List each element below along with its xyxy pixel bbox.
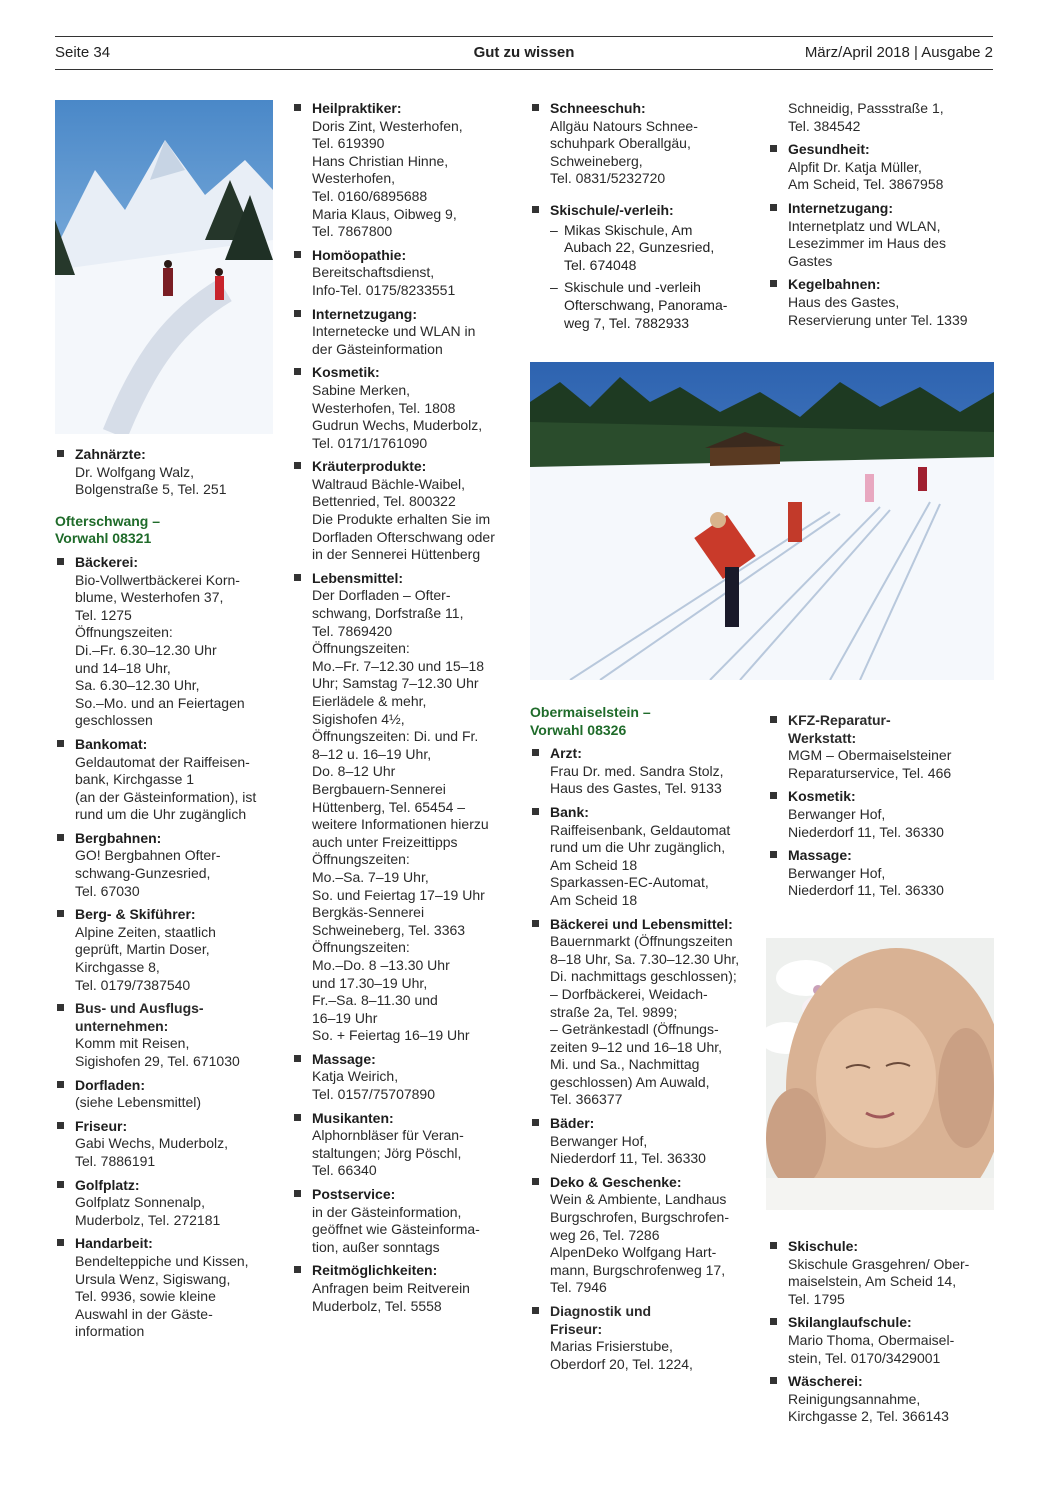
list-item	[292, 1110, 522, 1180]
bullet-icon	[294, 1190, 301, 1197]
winter-hiking-photo	[55, 100, 273, 434]
entry-desc: Internetplatz und WLAN, Lesezimmer im Haus des Gastes	[788, 217, 946, 269]
bullet-icon	[532, 920, 539, 927]
bullet-icon	[294, 462, 301, 469]
list-item	[292, 364, 522, 452]
entry-term: Bus- und Ausflugs- unternehmen:	[75, 1000, 204, 1034]
list-item	[768, 200, 998, 270]
list-item	[55, 736, 280, 824]
entry-term: KFZ-Reparatur- Werkstatt:	[788, 712, 891, 746]
list-item	[530, 1174, 765, 1297]
entry-desc: Berwanger Hof, Niederdorf 11, Tel. 36330	[550, 1132, 706, 1167]
list-item	[292, 247, 522, 300]
entry-term: Bergbahnen:	[75, 829, 162, 846]
entry-term: Kosmetik:	[312, 364, 380, 381]
list-item	[530, 100, 765, 188]
entry-term: Massage:	[788, 847, 852, 864]
list-item	[292, 1186, 522, 1256]
bullet-icon	[294, 310, 301, 317]
list-item	[55, 1235, 280, 1341]
entry-term: Bäckerei und Lebensmittel:	[550, 915, 733, 932]
section-heading-obermaiselstein: Obermaiselstein – Vorwahl 08326	[530, 704, 651, 738]
bullet-icon	[770, 792, 777, 799]
bullet-icon	[770, 204, 777, 211]
bullet-icon	[294, 1114, 301, 1121]
bullet-icon	[294, 251, 301, 258]
entry-term: Schneeschuh:	[550, 100, 646, 116]
entry-desc: GO! Bergbahnen Ofter- schwang-Gunzesried, Tel. 67030	[75, 847, 221, 899]
issue-label: März/April 2018 | Ausgabe 2	[804, 44, 993, 61]
page-title: Gut zu wissen	[473, 44, 575, 61]
entry-term: Golfplatz:	[75, 1176, 140, 1193]
entry-term: Kosmetik:	[788, 788, 856, 805]
list-item	[292, 306, 522, 359]
bullet-icon	[57, 1122, 64, 1129]
entry-term: Skilanglaufschule:	[788, 1314, 912, 1331]
entry-term: Lebensmittel:	[312, 569, 404, 586]
list-item	[55, 906, 280, 994]
entry-desc: Bio-Vollwertbäckerei Korn- blume, Westerhofen 37, Tel. 1275 Öffnungszeiten: Di.–Fr. 6.30–12.30 Uhr und 14–18 Uhr, Sa. 6.30–12.30 Uhr, So.–Mo. und an Feiertagen geschlossen	[75, 571, 245, 729]
spa-massage-photo	[766, 938, 994, 1210]
entry-term: Postservice:	[312, 1186, 396, 1203]
bullet-icon	[57, 740, 64, 747]
entry-term: Bank:	[550, 803, 589, 820]
entry-term: Heilpraktiker:	[312, 100, 402, 116]
entry-term: Homöopathie:	[312, 246, 407, 263]
entry-term: Wäscherei:	[788, 1373, 863, 1390]
bullet-icon	[532, 1178, 539, 1185]
list-item	[768, 276, 998, 329]
entry-desc: Sabine Merken, Westerhofen, Tel. 1808 Gudrun Wechs, Muderbolz, Tel. 0171/1761090	[312, 381, 483, 451]
sub-item: – Mikas Skischule, Am Aubach 22, Gunzesried, Tel. 674048	[550, 221, 715, 273]
bullet-icon	[294, 574, 301, 581]
list-item	[768, 1314, 998, 1367]
column-4-bottom	[768, 712, 998, 906]
list-item	[530, 804, 765, 910]
list-item	[530, 1115, 765, 1168]
entry-desc: Internetecke und WLAN in der Gästeinformation	[312, 323, 476, 357]
bullet-icon	[770, 145, 777, 152]
list-item	[530, 1303, 765, 1373]
entry-desc: Berwanger Hof, Niederdorf 11, Tel. 36330	[788, 864, 944, 899]
list-item	[55, 1000, 280, 1070]
bullet-icon	[770, 716, 777, 723]
entry-term: Bankomat:	[75, 735, 148, 752]
entry-desc: Der Dorfladen – Ofter- schwang, Dorfstraße 11, Tel. 7869420 Öffnungszeiten: Mo.–Fr. 7–12.30 und 15–18 Uhr; Samstag 7–12.30 Uhr Eierlädele & mehr, Sigishofen 4½, Öffnungszeiten: Di. und Fr. 8–12 u. 16–19 Uhr, Do. 8–12 Uhr Bergbauern-Sennerei Hüttenberg, Tel. 65454 – weitere Informationen hierzu auch unter Freizeittipps Öffnungszeiten: Mo.–Sa. 7–19 Uhr, So. und Feiertag 17–19 Uhr Bergkäs-Sennerei Schweineberg, Tel. 3363 Öffnungszeiten: Mo.–Do. 8 –13.30 Uhr und 17.30–19 Uhr, Fr.–Sa. 8–11.30 und 16–19 Uhr So. + Feiertag 16–19 Uhr	[312, 587, 489, 1044]
entry-term: Kegelbahnen:	[788, 276, 881, 293]
list-item	[292, 1051, 522, 1104]
entry-desc: MGM – Obermaiselsteiner Reparaturservice, Tel. 466	[788, 747, 952, 781]
bullet-icon	[532, 808, 539, 815]
bullet-icon	[294, 104, 301, 111]
bullet-icon	[57, 1239, 64, 1246]
list-item	[768, 1373, 998, 1426]
bullet-icon	[57, 558, 64, 565]
entry-desc: Bereitschaftsdienst, Info-Tel. 0175/8233551	[312, 264, 456, 298]
entry-desc: Alphornbläser für Veran- staltungen; Jörg Pöschl, Tel. 66340	[312, 1127, 464, 1179]
entry-term: Gesundheit:	[788, 141, 870, 158]
bullet-icon	[57, 834, 64, 841]
entry-term: Skischule:	[788, 1238, 859, 1254]
entry-desc: Marias Frisierstube, Oberdorf 20, Tel. 1224,	[550, 1338, 693, 1372]
entry-term: Diagnostik und Friseur:	[550, 1303, 652, 1337]
entry-desc: Allgäu Natours Schnee- schuhpark Oberallgäu, Schweineberg, Tel. 0831/5232720	[550, 117, 698, 187]
entry-desc: Katja Weirich, Tel. 0157/75707890	[312, 1068, 435, 1103]
list-item	[55, 1118, 280, 1171]
entry-desc: in der Gästeinformation, geöffnet wie Gästeinforma- tion, außer sonntags	[312, 1203, 480, 1255]
column-4-top	[768, 100, 998, 335]
entry-desc: Geldautomat der Raiffeisen- bank, Kirchgasse 1 (an der Gästeinformation), ist rund um die Uhr zugänglich	[75, 753, 257, 823]
section-heading-ofterschwang: Ofterschwang – Vorwahl 08321	[55, 512, 161, 547]
list-item	[768, 788, 998, 841]
sub-item: – Skischule und -verleih Ofterschwang, Panorama- weg 7, Tel. 7882933	[550, 279, 728, 331]
entry-term: Bäckerei:	[75, 553, 139, 570]
entry-desc: Alpine Zeiten, staatlich geprüft, Martin Doser, Kirchgasse 8, Tel. 0179/7387540	[75, 923, 216, 993]
entry-term: Massage:	[312, 1050, 376, 1067]
page-header	[55, 36, 993, 70]
column-2	[292, 100, 522, 1321]
entry-term: Friseur:	[75, 1117, 128, 1134]
column-3-top	[530, 100, 765, 338]
entry-desc: Dr. Wolfgang Walz, Bolgenstraße 5, Tel. 251	[75, 463, 227, 498]
bullet-icon	[770, 280, 777, 287]
column-4-final	[768, 1238, 998, 1432]
entry-desc: Alpfit Dr. Katja Müller, Am Scheid, Tel. 3867958	[788, 158, 944, 193]
entry-term: Internetzugang:	[312, 305, 417, 322]
entry-desc: Bauernmarkt (Öffnungszeiten 8–18 Uhr, Sa. 7.30–12.30 Uhr, Di. nachmittags geschlossen); – Dorfbäckerei, Weidach- straße 2a, Tel. 9899; – Getränkestadl (Öffnungs- zeiten 9–12 und 16–18 Uhr, Mi. und Sa., Nachmittag geschlossen) Am Auwald, Tel. 366377	[550, 933, 740, 1108]
bullet-icon	[770, 851, 777, 858]
entry-desc: Raiffeisenbank, Geldautomat rund um die Uhr zugänglich, Am Scheid 18 Sparkassen-EC-Automat, Am Scheid 18	[550, 821, 731, 908]
entry-desc: Gabi Wechs, Muderbolz, Tel. 7886191	[75, 1135, 229, 1169]
bullet-icon	[770, 1318, 777, 1325]
bullet-icon	[57, 910, 64, 917]
entry-term: Arzt:	[550, 745, 582, 762]
list-item	[530, 202, 765, 332]
entry-desc: Golfplatz Sonnenalp, Muderbolz, Tel. 272181	[75, 1194, 221, 1228]
bullet-icon	[532, 104, 539, 111]
entry-desc: Doris Zint, Westerhofen, Tel. 619390 Hans Christian Hinne, Westerhofen, Tel. 0160/6895688 Maria Klaus, Oibweg 9, Tel. 7867800	[312, 117, 463, 240]
entry-desc: Skischule Grasgehren/ Ober- maiselstein, Am Scheid 14, Tel. 1795	[788, 1255, 970, 1307]
bullet-icon	[532, 749, 539, 756]
list-item	[768, 847, 998, 900]
list-item	[292, 1262, 522, 1315]
entry-desc: Mario Thoma, Obermaisel- stein, Tel. 0170/3429001	[788, 1331, 955, 1366]
list-item	[55, 1077, 280, 1112]
list-item	[530, 745, 765, 798]
column-3-bottom	[530, 692, 765, 1379]
entry-term: Bäder:	[550, 1115, 595, 1132]
entry-desc: Haus des Gastes, Reservierung unter Tel. 1339	[788, 293, 968, 328]
bullet-icon	[57, 1081, 64, 1088]
list-item	[55, 554, 280, 730]
entry-term: Deko & Geschenke:	[550, 1173, 682, 1190]
list-item	[55, 830, 280, 900]
entry-desc: (siehe Lebensmittel)	[75, 1094, 202, 1111]
bullet-icon	[532, 206, 539, 213]
entry-desc: Wein & Ambiente, Landhaus Burgschrofen, Burgschrofen- weg 26, Tel. 7286 AlpenDeko Wolfgang Hart- mann, Burgschrofenweg 17, Tel. 7946	[550, 1191, 729, 1296]
list-item	[55, 1177, 280, 1230]
entry-desc: Waltraud Bächle-Waibel, Bettenried, Tel. 800322 Die Produkte erhalten Sie im Dorfladen Ofterschwang oder in der Sennerei Hüttenberg	[312, 475, 495, 563]
bullet-icon	[57, 1181, 64, 1188]
continued-text: Schneidig, Passstraße 1, Tel. 384542	[788, 100, 944, 134]
list-item	[768, 712, 998, 782]
entry-term: Kräuterprodukte:	[312, 458, 427, 475]
entry-term: Handarbeit:	[75, 1235, 153, 1252]
entry-desc: Anfragen beim Reitverein Muderbolz, Tel. 5558	[312, 1280, 470, 1314]
bullet-icon	[57, 450, 64, 457]
list-item	[768, 1238, 998, 1308]
entry-term: Berg- & Skiführer:	[75, 906, 196, 923]
sub-item-text: Mikas Skischule, Am Aubach 22, Gunzesried, Tel. 674048	[564, 221, 715, 273]
entry-term: Zahnärzte:	[75, 446, 146, 462]
bullet-icon	[770, 1377, 777, 1384]
bullet-icon	[532, 1119, 539, 1126]
list-item	[292, 570, 522, 1045]
entry-desc: Berwanger Hof, Niederdorf 11, Tel. 36330	[788, 805, 944, 840]
sub-item-text: Skischule und -verleih Ofterschwang, Panorama- weg 7, Tel. 7882933	[564, 279, 728, 331]
entry-desc: Komm mit Reisen, Sigishofen 29, Tel. 671030	[75, 1035, 240, 1069]
bullet-icon	[57, 1004, 64, 1011]
entry-term: Internetzugang:	[788, 199, 893, 216]
list-item	[530, 916, 765, 1110]
entry-desc: Reinigungsannahme, Kirchgasse 2, Tel. 366143	[788, 1390, 949, 1425]
list-item	[768, 141, 998, 194]
list-item	[55, 446, 280, 499]
entry-desc: Frau Dr. med. Sandra Stolz, Haus des Gastes, Tel. 9133	[550, 762, 724, 797]
entry-term: Musikanten:	[312, 1109, 394, 1126]
cross-country-ski-photo	[530, 362, 994, 680]
entry-desc: Bendelteppiche und Kissen, Ursula Wenz, Sigiswang, Tel. 9936, sowie kleine Auswahl in der Gäste- information	[75, 1252, 249, 1340]
page-number: Seite 34	[55, 44, 111, 61]
column-1	[55, 446, 280, 1347]
bullet-icon	[294, 1266, 301, 1273]
bullet-icon	[770, 1242, 777, 1249]
list-item	[292, 458, 522, 564]
entry-term: Skischule/-verleih:	[550, 201, 674, 218]
bullet-icon	[294, 368, 301, 375]
entry-term: Dorfladen:	[75, 1076, 145, 1093]
list-item	[292, 100, 522, 241]
bullet-icon	[532, 1307, 539, 1314]
entry-term: Reitmöglichkeiten:	[312, 1262, 438, 1279]
bullet-icon	[294, 1055, 301, 1062]
